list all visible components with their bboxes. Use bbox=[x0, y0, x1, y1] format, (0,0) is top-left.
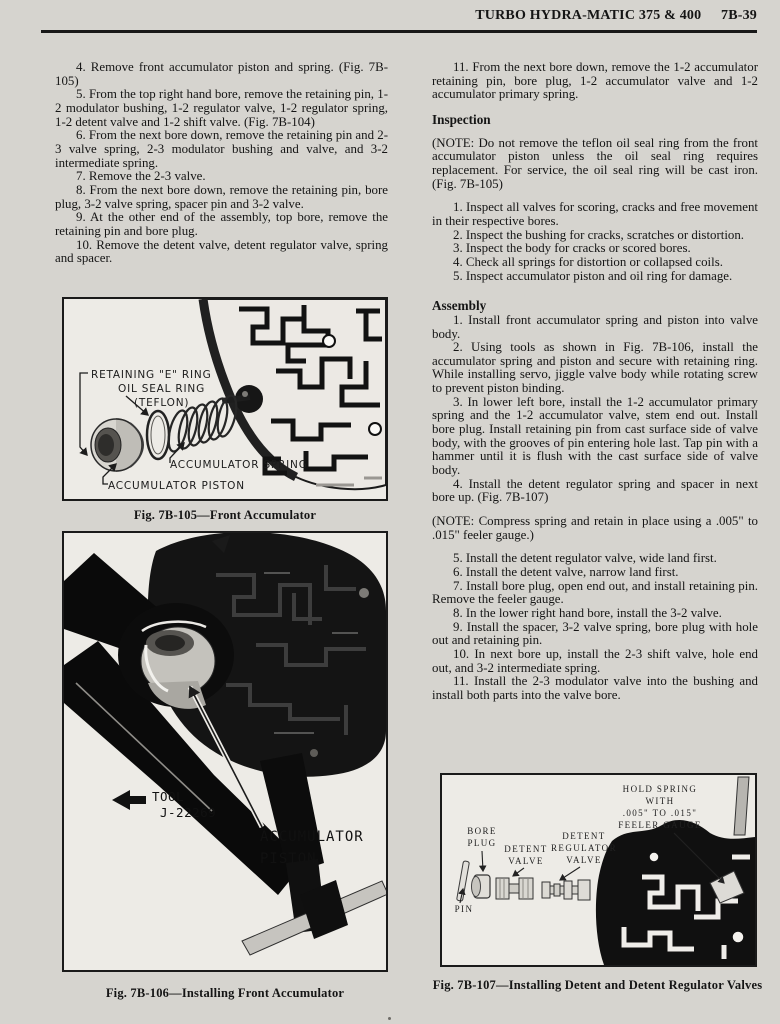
page-header bbox=[475, 8, 757, 24]
caption-fig-7b-107: Fig. 7B-107—Installing Detent and Detent Regulator Valves bbox=[432, 978, 763, 992]
step-paragraph: 4. Check all springs for distortion or collapsed coils. bbox=[453, 254, 723, 269]
accumulator-piston-drawing bbox=[91, 419, 143, 471]
label-teflon: (TEFLON) bbox=[134, 397, 190, 409]
header-rule bbox=[41, 30, 757, 33]
figure-7b-106 bbox=[62, 531, 388, 972]
label-detent-valve-1: DETENT bbox=[504, 844, 548, 854]
step-paragraph: 2. Inspect the bushing for cracks, scratches or distortion. bbox=[453, 227, 745, 242]
step-paragraph: 5. Install the detent regulator valve, wide land first. bbox=[453, 551, 717, 566]
label-detent-valve-2: VALVE bbox=[508, 856, 544, 866]
step-paragraph: 11. From the next bore down, remove the 1-2 accumulator retaining pin, bore plug, 1-2 accumulator valve and 1-2 accumulator primary spring. bbox=[432, 60, 758, 102]
label-tool-number: J-22269 bbox=[160, 805, 217, 820]
step-paragraph: 6. Install the detent valve, narrow land first. bbox=[453, 565, 679, 579]
assembly-heading: Assembly bbox=[432, 298, 487, 314]
inspection-heading: Inspection bbox=[432, 111, 491, 127]
step-paragraph: 7. Remove the 2-3 valve. bbox=[76, 169, 206, 184]
step-paragraph: 1. Install front accumulator spring and piston into valve body. bbox=[432, 312, 758, 341]
step-paragraph: 8. In the lower right hand bore, install the 3-2 valve. bbox=[453, 605, 722, 620]
right-column bbox=[432, 61, 758, 703]
label-bore-2: PLUG bbox=[467, 838, 497, 848]
leader-detent-valve bbox=[513, 868, 524, 876]
label-retaining-e-ring: RETAINING "E" RING bbox=[91, 369, 212, 381]
detent-regulator-valve-drawing bbox=[542, 880, 590, 900]
label-hold-spring-3: .005" TO .015" bbox=[622, 808, 698, 818]
label-detent-regulator-1: DETENT bbox=[562, 831, 606, 841]
leader-retaining-ring bbox=[80, 373, 88, 455]
label-hold-spring-4: FEELER GAUGE bbox=[618, 820, 702, 830]
valve-body-photo bbox=[596, 777, 755, 965]
figure-7b-105 bbox=[62, 297, 388, 501]
step-paragraph: 8. From the next bore down, remove the retaining pin, bore plug, 3-2 valve spring, spacer pin and 3-2 valve. bbox=[55, 182, 388, 211]
step-paragraph: 4. Install the detent regulator spring and spacer in next bore up. (Fig. 7B-107) bbox=[432, 476, 758, 505]
label-hold-spring-2: WITH bbox=[645, 796, 675, 806]
detent-valve-drawing bbox=[496, 878, 533, 899]
assembly-note: (NOTE: Compress spring and retain in place using a .005" to .015" feeler gauge.) bbox=[432, 514, 758, 542]
step-paragraph: 9. Install the spacer, 3-2 valve spring, bore plug with hole out and retaining pin. bbox=[432, 619, 758, 648]
step-paragraph: 10. In next bore up, install the 2-3 shift valve, hole end out, and 3-2 intermediate spring. bbox=[432, 646, 758, 675]
label-hold-spring-1: HOLD SPRING bbox=[622, 784, 698, 794]
step-paragraph: 4. Remove front accumulator piston and spring. (Fig. 7B-105) bbox=[55, 60, 388, 88]
label-piston: PISTON bbox=[260, 851, 317, 867]
leader-detent-regulator-valve bbox=[560, 867, 580, 880]
label-accumulator: ACCUMULATOR bbox=[260, 829, 364, 845]
step-paragraph: 10. Remove the detent valve, detent regulator valve, spring and spacer. bbox=[55, 237, 388, 266]
step-paragraph: 3. Inspect the body for cracks or scored bores. bbox=[453, 241, 691, 256]
label-detent-regulator-2: REGULATOR bbox=[551, 843, 617, 853]
label-oil-seal-ring: OIL SEAL RING bbox=[118, 383, 206, 395]
detent-valves-illustration bbox=[442, 775, 755, 965]
figure-7b-107 bbox=[440, 773, 757, 967]
tool-arrow-icon bbox=[112, 790, 146, 810]
label-tool: TOOL bbox=[152, 789, 185, 804]
step-paragraph: 5. From the top right hand bore, remove the retaining pin, 1-2 modulator bushing, 1-2 regulator valve, 1-2 regulator spring, 1-2 detent valve and 1-2 shift valve. (Fig. 7B-104) bbox=[55, 87, 388, 129]
label-pin: PIN bbox=[454, 904, 474, 914]
step-paragraph: 9. At the other end of the assembly, top bore, remove the retaining pin and bore plug. bbox=[55, 210, 388, 238]
label-detent-regulator-3: VALVE bbox=[566, 855, 602, 865]
step-paragraph: 5. Inspect accumulator piston and oil ring for damage. bbox=[453, 268, 733, 283]
label-bore-1: BORE bbox=[467, 826, 497, 836]
step-paragraph: 6. From the next bore down, remove the retaining pin and 2-3 valve spring, 2-3 modulator bushing and valve, and 3-2 intermediate spring. bbox=[55, 128, 388, 170]
step-paragraph: 11. Install the 2-3 modulator valve into the bushing and install both parts into the valve bore. bbox=[432, 674, 758, 702]
caption-fig-7b-105: Fig. 7B-105—Front Accumulator bbox=[133, 508, 317, 522]
bore-plug-drawing bbox=[472, 875, 491, 898]
step-paragraph: 3. In lower left bore, install the 1-2 accumulator primary spring and the 1-2 accumulator valve, stem end out. Install bore plug. Install retaining pin from cast surface side of valve body, with the grooves of pin entering hole last. Tap pin with a hammer until it is flush with the cast surface side of valve body. bbox=[432, 394, 758, 478]
compressor-rod bbox=[734, 777, 749, 835]
front-accumulator-illustration bbox=[64, 299, 386, 499]
step-paragraph: 2. Using tools as shown in Fig. 7B-106, install the accumulator spring and piston and secure with retaining ring. While installing servo, jiggle valve body while rotating screw to prevent piston binding. bbox=[432, 340, 758, 396]
caption-fig-7b-106: Fig. 7B-106—Installing Front Accumulator bbox=[105, 986, 345, 1000]
left-column bbox=[55, 61, 388, 266]
scan-artifact-dot bbox=[388, 1017, 391, 1020]
label-accumulator-spring: ACCUMULATOR SPRING bbox=[170, 459, 308, 471]
label-accumulator-piston: ACCUMULATOR PISTON bbox=[108, 480, 245, 492]
header-title: TURBO HYDRA-MATIC 375 & 400 bbox=[475, 8, 702, 23]
pin-drawing bbox=[457, 861, 470, 901]
page-number: 7B-39 bbox=[721, 8, 757, 23]
step-paragraph: 7. Install bore plug, open end out, and install retaining pin. Remove the feeler gauge. bbox=[432, 578, 758, 607]
step-paragraph: 1. Inspect all valves for scoring, cracks and free movement in their respective bores. bbox=[432, 200, 758, 228]
oil-seal-ring-drawing bbox=[147, 411, 169, 459]
inspection-note: (NOTE: Do not remove the teflon oil seal ring from the front accumulator piston unless the oil seal ring requires replacement. For service, the oil seal ring will be cast iron. (Fig. 7B-105) bbox=[432, 135, 758, 191]
installing-front-accumulator-photo bbox=[64, 533, 386, 970]
leader-bore-plug bbox=[482, 851, 483, 871]
